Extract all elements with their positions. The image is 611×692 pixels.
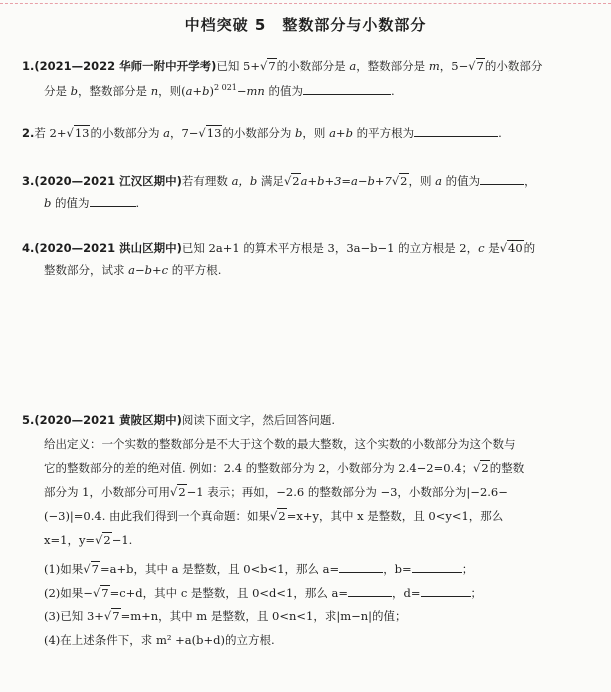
q4-radicand: 40 — [508, 241, 523, 255]
q3-equation: a+b+3=a−b+7 — [300, 174, 392, 188]
q5-text: 部分为 1，小数部分可用 — [44, 485, 170, 499]
sqrt-icon: √ — [169, 485, 178, 499]
q5-text: −1 表示；再如，−2.6 的整数部分为 −3，小数部分为|−2.6− — [186, 485, 508, 499]
q3-text: ， — [524, 174, 536, 188]
q1-var-b: b — [70, 83, 79, 98]
q1-text: 的小数部分是 — [276, 59, 350, 73]
q5-subquestion-3 — [44, 608, 407, 624]
q5-s1-a-blank[interactable] — [339, 560, 383, 573]
q5-radicand: 2 — [178, 485, 186, 499]
q2-text: 若 2+ — [34, 126, 67, 140]
q4-text: 已知 2 — [181, 241, 216, 255]
q2-var-b: b — [295, 126, 303, 140]
q5-text: 给出定义：一个实数的整数部分是不大于这个数的最大整数，这个实数的小数部分为这个数与 — [44, 437, 516, 451]
q1-text: ，5− — [439, 59, 469, 73]
sqrt-icon: √ — [95, 533, 103, 547]
question-5-number: 5. — [22, 413, 35, 427]
q3-text: 若有理数 — [181, 174, 232, 188]
sqrt-icon: √ — [283, 174, 292, 188]
question-1-number: 1. — [22, 59, 35, 73]
page-top-border — [0, 3, 611, 4]
question-3-number: 3. — [22, 174, 35, 188]
q3-answer-a-blank[interactable] — [480, 172, 524, 185]
q3-vars: a，b — [231, 174, 258, 188]
q5-s2-d-blank[interactable] — [421, 584, 471, 597]
question-3-source: (2020—2021 江汉区期中) — [34, 174, 182, 188]
q1-text: 的小数部分 — [484, 59, 543, 73]
q4-text: 是 — [484, 241, 500, 255]
q3-var-a: a — [435, 174, 443, 188]
sqrt-icon: √ — [391, 174, 400, 188]
q5-text: =m+n，其中 m 是整数，且 0<n<1，求|m−n|的值； — [120, 609, 407, 623]
q5-s1-b-blank[interactable] — [412, 560, 462, 573]
q5-text: (3)已知 3+ — [44, 609, 104, 623]
q5-text: (−3)|=0.4. 由此我们得到一个真命题：如果 — [44, 509, 271, 523]
q3-text: ，则 — [408, 174, 436, 188]
q2-text: 的小数部分为 — [222, 126, 296, 140]
q3-radicand: 2 — [400, 174, 408, 188]
q3-text: 满足 — [257, 174, 284, 188]
q5-paragraph-line-5 — [44, 532, 132, 548]
q5-text: 它的整数部分的差的绝对值. 例如：2.4 的整数部分为 2，小数部分为 2.4−2=0.4； — [44, 461, 474, 475]
question-1-source: (2021—2022 华师一附中开学考) — [34, 59, 217, 73]
q2-text: ，7− — [169, 126, 199, 140]
q1-exponent: 2 021 — [213, 83, 237, 92]
q5-text: (2)如果− — [44, 586, 93, 600]
q5-radicand: 2 — [278, 509, 286, 523]
sqrt-icon: √ — [198, 126, 206, 140]
q5-intro: 阅读下面文字，然后回答问题. — [181, 413, 336, 427]
page-title: 中档突破 5 整数部分与小数部分 — [184, 16, 427, 34]
q4-expr: a−b+c — [128, 263, 169, 277]
q5-subquestion-2 — [44, 584, 482, 601]
sqrt-icon: √ — [103, 609, 112, 623]
question-3-line-1 — [22, 172, 536, 189]
question-2-line — [22, 124, 502, 141]
q5-text: =x+y，其中 x 是整数，且 0<y<1，那么 — [286, 509, 504, 523]
sqrt-icon: √ — [83, 562, 91, 576]
question-1-line-1 — [22, 58, 542, 74]
q1-text: ) — [209, 83, 214, 98]
q5-text: ； — [461, 562, 474, 576]
q3-radicand: 2 — [292, 174, 300, 188]
question-5-source: (2020—2021 黄陂区期中) — [34, 413, 182, 427]
q3-var-b: b — [44, 196, 52, 210]
q2-var-a: a — [163, 126, 170, 140]
q5-text: (1)如果 — [44, 562, 84, 576]
question-4-line-1 — [22, 240, 535, 256]
q4-text: a+1 的算术平方根是 3，3 — [215, 241, 354, 255]
q2-radicand: 13 — [74, 126, 90, 140]
q2-text: 的平方根为 — [352, 126, 415, 140]
q2-answer-blank[interactable] — [414, 124, 498, 137]
q5-text: ； — [470, 586, 482, 600]
q3-text: . — [135, 196, 140, 210]
q4-text: a−b−1 的立方根是 2， — [353, 241, 479, 255]
q5-s2-c-blank[interactable] — [348, 584, 392, 597]
q4-var-c: c — [478, 241, 485, 255]
q1-text: − — [236, 83, 247, 98]
q2-text: 的小数部分为 — [90, 126, 164, 140]
q5-text: 的整数 — [489, 461, 525, 475]
question-4-line-2 — [44, 262, 221, 278]
q3-answer-b-blank[interactable] — [90, 194, 136, 207]
question-4-number: 4. — [22, 241, 35, 255]
q1-text: 已知 5+ — [216, 59, 261, 73]
sqrt-icon: √ — [468, 59, 476, 73]
q5-radicand: 7 — [112, 609, 120, 623]
q5-paragraph-line-3 — [44, 484, 508, 500]
sqrt-icon: √ — [473, 461, 481, 475]
question-4-source: (2020—2021 洪山区期中) — [34, 241, 182, 255]
sqrt-icon: √ — [260, 59, 268, 73]
q5-text: (4)在上述条件下，求 m² +a(b+d)的立方根. — [44, 633, 275, 647]
question-2-number: 2. — [22, 126, 35, 140]
question-1-line-2 — [44, 80, 395, 99]
q2-text: . — [498, 126, 502, 140]
q1-text: 的值为 — [264, 83, 303, 98]
q1-var-m: m — [428, 59, 440, 73]
q1-text: ，整数部分是 — [78, 83, 151, 98]
q3-text: 的值为 — [51, 196, 90, 210]
q2-radicand: 13 — [206, 126, 222, 140]
q1-var-n: n — [150, 83, 159, 98]
q5-subquestion-1 — [44, 560, 473, 577]
q4-text: 的 — [523, 241, 536, 255]
q5-radicand: 7 — [101, 586, 109, 600]
sqrt-icon: √ — [66, 126, 74, 140]
q5-radicand: 7 — [91, 562, 99, 576]
q1-text: ，则( — [158, 83, 186, 98]
q5-radicand: 2 — [103, 533, 111, 547]
q3-text: 的值为 — [442, 174, 481, 188]
q1-answer-blank[interactable] — [303, 82, 391, 95]
q1-radicand: 7 — [268, 59, 276, 73]
q1-text: . — [390, 83, 395, 98]
q1-var-a: a — [349, 59, 357, 73]
q5-text: =c+d，其中 c 是整数，且 0<d<1，那么 a= — [109, 586, 348, 600]
q5-paragraph-line-4 — [44, 508, 503, 524]
q5-subquestion-4 — [44, 632, 275, 648]
question-5-header — [22, 412, 335, 428]
q5-paragraph-line-1 — [44, 436, 516, 452]
q5-text: −1. — [111, 533, 133, 547]
q1-radicand: 7 — [476, 59, 484, 73]
q1-text: ，整数部分是 — [356, 59, 429, 73]
q2-text: ，则 — [302, 126, 330, 140]
sqrt-icon: √ — [92, 586, 101, 600]
q4-text: 整数部分，试求 — [44, 263, 129, 277]
q5-paragraph-line-2 — [44, 460, 524, 476]
q5-text: ，b= — [383, 562, 412, 576]
q4-text: 的平方根. — [168, 263, 222, 277]
sqrt-icon: √ — [270, 509, 278, 523]
q1-text: 分是 — [44, 83, 71, 98]
q5-text: x=1，y= — [44, 533, 96, 547]
sqrt-icon: √ — [499, 241, 508, 255]
q2-expr: a+b — [329, 126, 353, 140]
q5-text: =a+b，其中 a 是整数，且 0<b<1，那么 a= — [99, 562, 340, 576]
question-3-line-2 — [44, 194, 139, 211]
q1-expr: a+b — [185, 83, 210, 98]
q1-var-mn: mn — [246, 83, 265, 98]
q5-radicand: 2 — [481, 461, 489, 475]
q5-text: ，d= — [392, 586, 421, 600]
